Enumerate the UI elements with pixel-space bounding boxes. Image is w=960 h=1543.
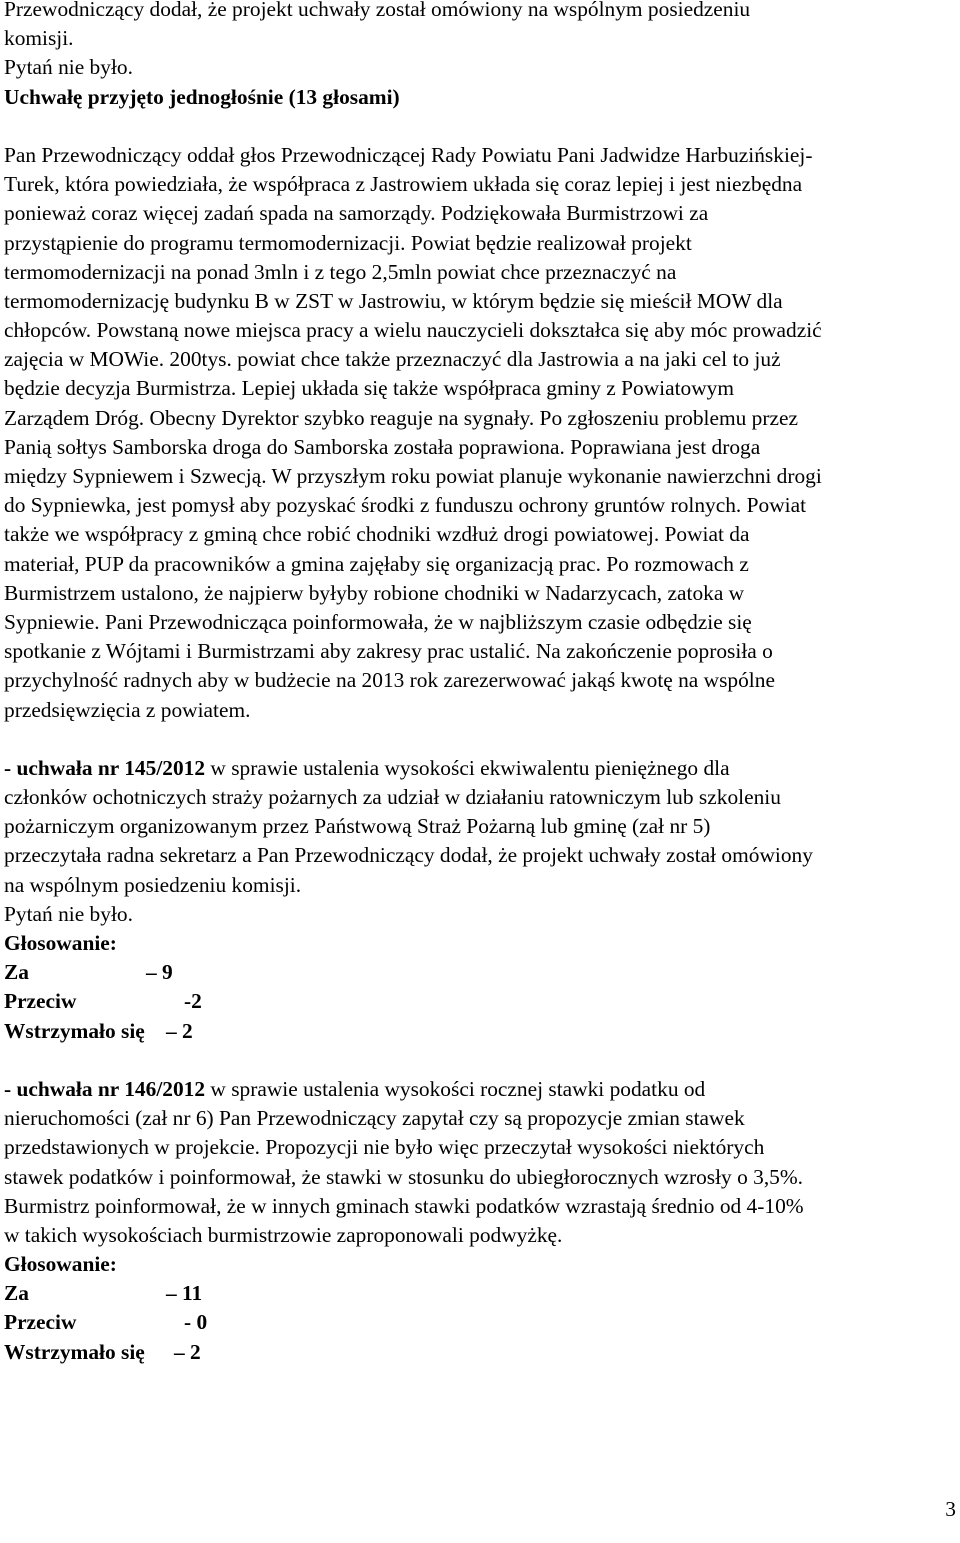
vote-label: Za xyxy=(4,960,29,985)
resolution-heading: - uchwała nr 146/2012 xyxy=(4,1076,206,1101)
text-line: termomodernizację budynku B w ZST w Jastrowiu, w którym będzie się mieścił MOW dla xyxy=(4,288,783,313)
page-number: 3 xyxy=(945,1497,956,1521)
vote-row xyxy=(4,1308,954,1337)
voting-title: Głosowanie: xyxy=(4,1252,117,1277)
text-line: członków ochotniczych straży pożarnych za udział w działaniu ratowniczym lub szkoleniu xyxy=(4,785,781,810)
text-line: komisji. xyxy=(4,26,74,51)
text-line: do Sypniewka, jest pomysł aby pozyskać środki z funduszu ochrony gruntów rolnych. Powiat xyxy=(4,493,807,518)
text-line: stawek podatków i poinformował, że stawki w stosunku do ubiegłorocznych wzrosły o 3,5%. xyxy=(4,1164,804,1189)
text-line: w sprawie ustalenia wysokości rocznej stawki podatku od xyxy=(205,1076,706,1101)
paragraph-intro xyxy=(4,0,954,112)
vote-value: – 9 xyxy=(146,960,173,985)
text-line: przychylność radnych aby w budżecie na 2013 rok zarezerwować jakąś kwotę na wspólne xyxy=(4,668,775,693)
text-line: Turek, która powiedziała, że współpraca z Jastrowiem układa się coraz lepiej i jest niezbędna xyxy=(4,172,803,197)
text-line: materiał, PUP da pracowników a gmina zajęłaby się organizacją prac. Po rozmowach z xyxy=(4,551,749,576)
voting-title: Głosowanie: xyxy=(4,931,117,955)
text-line: nieruchomości (zał nr 6) Pan Przewodniczący zapytał czy są propozycje zmian stawek xyxy=(4,1106,745,1131)
paragraph-speech xyxy=(4,141,954,725)
text-line: przeczytała radna sekretarz a Pan Przewodniczący dodał, że projekt uchwały został omówiony xyxy=(4,843,813,868)
vote-row xyxy=(4,958,954,987)
text-line: Burmistrzem ustalono, że najpierw byłyby robione chodniki w Nadarzycach, zatoka w xyxy=(4,580,745,605)
vote-value: – 2 xyxy=(174,1339,201,1364)
resolution-145 xyxy=(4,754,954,1046)
text-line: Sypniewie. Pani Przewodnicząca poinformowała, że w najbliższym czasie odbędzie się xyxy=(4,609,752,634)
text-line: w sprawie ustalenia wysokości ekwiwalentu pieniężnego dla xyxy=(205,755,730,780)
text-line: będzie decyzja Burmistrza. Lepiej układa się także współpraca gminy z Powiatowym xyxy=(4,376,734,401)
vote-label: Wstrzymało się xyxy=(4,1339,145,1364)
text-line: w takich wysokościach burmistrzowie zaproponowali podwyżkę. xyxy=(4,1222,563,1247)
text-line: pożarniczym organizowanym przez Państwową Straż Pożarną lub gminę (zał nr 5) xyxy=(4,814,711,839)
text-line: zajęcia w MOWie. 200tys. powiat chce także przeznaczyć dla Jastrowia a na jaki cel to już xyxy=(4,347,781,372)
text-line: Burmistrz poinformował, że w innych gminach stawki podatków wzrastają średnio od 4-10% xyxy=(4,1193,804,1218)
text-line: Pytań nie było. xyxy=(4,55,133,80)
text-line: przystąpienie do programu termomodernizacji. Powiat będzie realizował projekt xyxy=(4,230,692,255)
text-line: przedstawionych w projekcie. Propozycji nie było więc przeczytał wysokości niektórych xyxy=(4,1135,765,1160)
text-line: Pan Przewodniczący oddał głos Przewodniczącej Rady Powiatu Pani Jadwidze Harbuzińskiej- xyxy=(4,142,813,167)
resolution-heading: - uchwała nr 145/2012 xyxy=(4,755,206,780)
text-line: przedsięwzięcia z powiatem. xyxy=(4,697,251,722)
vote-row xyxy=(4,1279,954,1308)
document-page xyxy=(4,0,954,1367)
vote-value: – 2 xyxy=(166,1018,193,1043)
vote-label: Wstrzymało się xyxy=(4,1018,145,1043)
spacer xyxy=(4,725,954,754)
vote-label: Za xyxy=(4,1281,29,1306)
spacer xyxy=(4,112,954,141)
vote-value: – 11 xyxy=(166,1281,203,1306)
text-line: Panią sołtys Samborska droga do Samborska została poprawiona. Poprawiana jest droga xyxy=(4,434,761,459)
vote-label: Przeciw xyxy=(4,989,77,1014)
text-line: na wspólnym posiedzeniu komisji. xyxy=(4,872,302,897)
text-line: termomodernizacji na ponad 3mln i z tego 2,5mln powiat chce przeznaczyć na xyxy=(4,259,677,284)
resolution-146 xyxy=(4,1075,954,1367)
text-line: Przewodniczący dodał, że projekt uchwały został omówiony na wspólnym posiedzeniu xyxy=(4,0,751,21)
text-line: także we współpracy z gminą chce robić chodniki wzdłuż drogi powiatowej. Powiat da xyxy=(4,522,750,547)
text-line: Pytań nie było. xyxy=(4,901,133,926)
vote-row xyxy=(4,987,954,1016)
text-line: między Sypniewem i Szwecją. W przyszłym roku powiat planuje wykonanie nawierzchni drogi xyxy=(4,464,822,488)
vote-label: Przeciw xyxy=(4,1310,77,1335)
vote-row xyxy=(4,1017,954,1046)
text-line: spotkanie z Wójtami i Burmistrzami aby zakresy prac ustalić. Na zakończenie poprosiła o xyxy=(4,639,773,664)
vote-value: - 0 xyxy=(184,1310,208,1335)
vote-row xyxy=(4,1338,954,1367)
vote-value: -2 xyxy=(184,989,202,1014)
text-line: Zarządem Dróg. Obecny Dyrektor szybko reaguje na sygnały. Po zgłoszeniu problemu przez xyxy=(4,405,798,430)
text-line: chłopców. Powstaną nowe miejsca pracy a wielu nauczycieli dokształca się aby móc prowadzić xyxy=(4,318,822,343)
text-line: ponieważ coraz więcej zadań spada na samorządy. Podziękowała Burmistrzowi za xyxy=(4,201,709,226)
resolution-result: Uchwałę przyjęto jednogłośnie (13 głosami) xyxy=(4,84,400,109)
spacer xyxy=(4,1046,954,1075)
